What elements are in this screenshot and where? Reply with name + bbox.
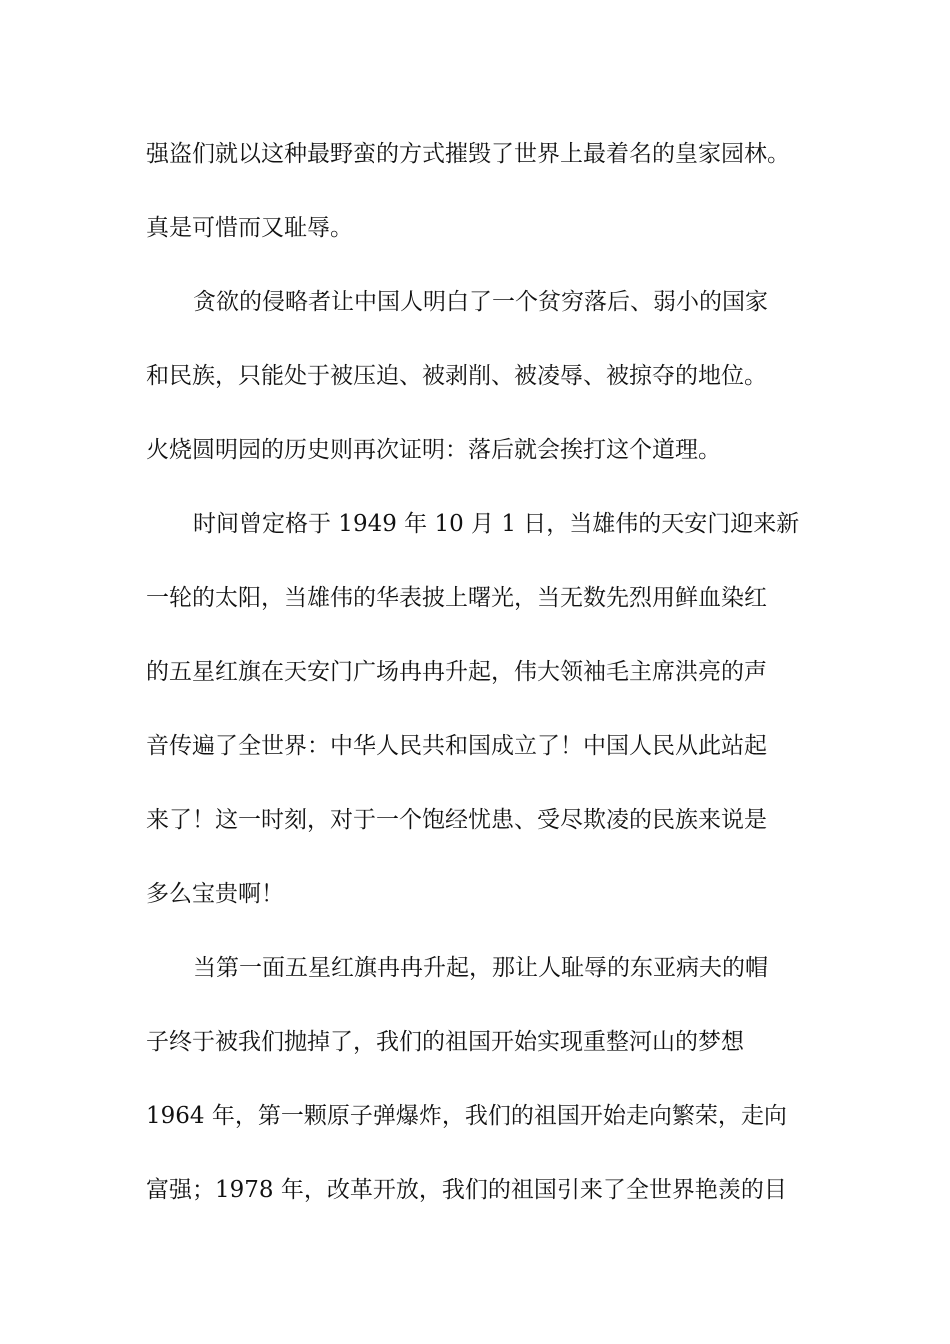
text-line: 多么宝贵啊！ <box>146 881 284 907</box>
paragraph-first-line: 时间曾定格于 1949 年 10 月 1 日，当雄伟的天安门迎来新 <box>193 511 800 537</box>
paragraph-first-line: 当第一面五星红旗冉冉升起，那让人耻辱的东亚病夫的帽 <box>193 955 768 981</box>
text-line: 的五星红旗在天安门广场冉冉升起，伟大领袖毛主席洪亮的声 <box>146 659 767 685</box>
text-line: 来了！这一时刻，对于一个饱经忧患、受尽欺凌的民族来说是 <box>146 807 767 833</box>
text-line: 1964 年，第一颗原子弹爆炸，我们的祖国开始走向繁荣，走向 <box>146 1103 787 1129</box>
text-line: 强盗们就以这种最野蛮的方式摧毁了世界上最着名的皇家园林。 <box>146 141 790 167</box>
text-line: 音传遍了全世界：中华人民共和国成立了！中国人民从此站起 <box>146 733 767 759</box>
text-line: 和民族，只能处于被压迫、被剥削、被凌辱、被掠夺的地位。 <box>146 363 767 389</box>
text-line: 火烧圆明园的历史则再次证明：落后就会挨打这个道理。 <box>146 437 721 463</box>
text-line: 一轮的太阳，当雄伟的华表披上曙光，当无数先烈用鲜血染红 <box>146 585 767 611</box>
paragraph-first-line: 贪欲的侵略者让中国人明白了一个贫穷落后、弱小的国家 <box>193 289 768 315</box>
text-line: 真是可惜而又耻辱。 <box>146 215 353 241</box>
text-line: 富强；1978 年，改革开放，我们的祖国引来了全世界艳羡的目 <box>146 1177 787 1203</box>
text-line: 子终于被我们抛掉了，我们的祖国开始实现重整河山的梦想 <box>146 1029 744 1055</box>
